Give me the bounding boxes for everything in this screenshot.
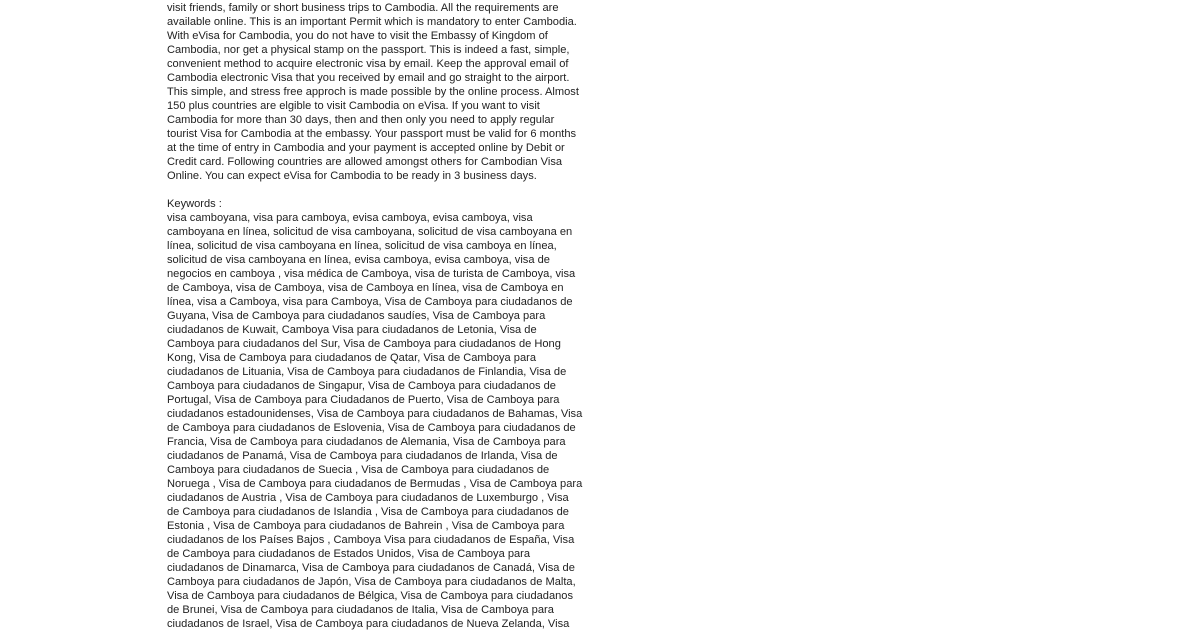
intro-line: Credit card. Following countries are allowed amongst others for Cambodian Visa (167, 156, 563, 168)
intro-line: at the time of entry in Cambodia and your payment is accepted online by Debit or (167, 142, 565, 154)
keyword-line: Noruega , Visa de Camboya para ciudadanos de Bermudas , Visa de Camboya para (167, 478, 583, 490)
keyword-line: línea, visa a Camboya, visa para Camboya, Visa de Camboya para ciudadanos de (167, 296, 573, 308)
intro-line: Cambodia for more than 30 days, then and then only you need to apply regular (167, 114, 555, 126)
keyword-line: visa camboyana, visa para camboya, evisa camboya, evisa camboya, visa (167, 212, 533, 224)
document-body (167, 0, 619, 630)
keyword-line: de Camboya, visa de Camboya, visa de Camboya en línea, visa de Camboya en (167, 282, 564, 294)
intro-line: Cambodia electronic Visa that you received by email and go straight to the airport. (167, 72, 570, 84)
intro-line: visit friends, family or short business trips to Cambodia. All the requirements are (167, 2, 559, 14)
keyword-line: Camboya para ciudadanos del Sur, Visa de Camboya para ciudadanos de Hong (167, 338, 561, 350)
intro-line: Online. You can expect eVisa for Cambodia to be ready in 3 business days. (167, 170, 537, 182)
intro-line: Cambodia, nor get a physical stamp on the passport. This is indeed a fast, simple, (167, 44, 570, 56)
keyword-line: Estonia , Visa de Camboya para ciudadanos de Bahrein , Visa de Camboya para (167, 520, 565, 532)
keyword-line: Visa de Camboya para ciudadanos de Bélgica, Visa de Camboya para ciudadanos (167, 590, 574, 602)
keyword-line: línea, solicitud de visa camboyana en línea, solicitud de visa camboya en línea, (167, 240, 557, 252)
intro-line: This simple, and stress free approch is made possible by the online process. Almost (167, 86, 579, 98)
keyword-line: Francia, Visa de Camboya para ciudadanos de Alemania, Visa de Camboya para (167, 436, 566, 448)
intro-paragraph (167, 0, 619, 183)
intro-line: 150 plus countries are elgible to visit Cambodia on eVisa. If you want to visit (167, 100, 540, 112)
intro-line: available online. This is an important Permit which is mandatory to enter Cambodia. (167, 16, 577, 28)
keywords-list (167, 211, 619, 630)
intro-line: With eVisa for Cambodia, you do not have to visit the Embassy of Kingdom of (167, 30, 548, 42)
keyword-line: Kong, Visa de Camboya para ciudadanos de Qatar, Visa de Camboya para (167, 352, 537, 364)
keyword-line: ciudadanos de Israel, Visa de Camboya para ciudadanos de Nueva Zelanda, Visa (167, 618, 570, 630)
intro-line: tourist Visa for Cambodia at the embassy. Your passport must be valid for 6 months (167, 128, 577, 140)
keyword-line: ciudadanos de los Países Bajos , Camboya Visa para ciudadanos de España, Visa (167, 534, 575, 546)
keyword-line: Camboya para ciudadanos de Japón, Visa de Camboya para ciudadanos de Malta, (167, 576, 576, 588)
keyword-line: ciudadanos de Lituania, Visa de Camboya para ciudadanos de Finlandia, Visa de (167, 366, 567, 378)
keyword-line: de Camboya para ciudadanos de Islandia , Visa de Camboya para ciudadanos de (167, 506, 569, 518)
paragraph-spacer (167, 183, 619, 197)
keyword-line: Portugal, Visa de Camboya para Ciudadanos de Puerto, Visa de Camboya para (167, 394, 560, 406)
keyword-line: de Camboya para ciudadanos de Eslovenia, Visa de Camboya para ciudadanos de (167, 422, 576, 434)
keyword-line: de Brunei, Visa de Camboya para ciudadanos de Italia, Visa de Camboya para (167, 604, 554, 616)
keyword-line: ciudadanos de Panamá, Visa de Camboya para ciudadanos de Irlanda, Visa de (167, 450, 558, 462)
intro-line: convenient method to acquire electronic visa by email. Keep the approval email of (167, 58, 569, 70)
keyword-line: solicitud de visa camboyana en línea, evisa camboya, evisa camboya, visa de (167, 254, 550, 266)
keyword-line: negocios en camboya , visa médica de Camboya, visa de turista de Camboya, visa (167, 268, 576, 280)
keyword-line: ciudadanos de Dinamarca, Visa de Camboya para ciudadanos de Canadá, Visa de (167, 562, 575, 574)
keyword-line: Camboya para ciudadanos de Singapur, Visa de Camboya para ciudadanos de (167, 380, 556, 392)
keyword-line: Guyana, Visa de Camboya para ciudadanos saudíes, Visa de Camboya para (167, 310, 546, 322)
keywords-heading: Keywords : (167, 198, 222, 210)
keyword-line: ciudadanos de Kuwait, Camboya Visa para ciudadanos de Letonia, Visa de (167, 324, 537, 336)
keyword-line: ciudadanos de Austria , Visa de Camboya para ciudadanos de Luxemburgo , Visa (167, 492, 569, 504)
keyword-line: camboyana en línea, solicitud de visa camboyana, solicitud de visa camboyana en (167, 226, 573, 238)
keyword-line: ciudadanos estadounidenses, Visa de Camboya para ciudadanos de Bahamas, Visa (167, 408, 583, 420)
keyword-line: Camboya para ciudadanos de Suecia , Visa de Camboya para ciudadanos de (167, 464, 550, 476)
keyword-line: de Camboya para ciudadanos de Estados Unidos, Visa de Camboya para (167, 548, 531, 560)
